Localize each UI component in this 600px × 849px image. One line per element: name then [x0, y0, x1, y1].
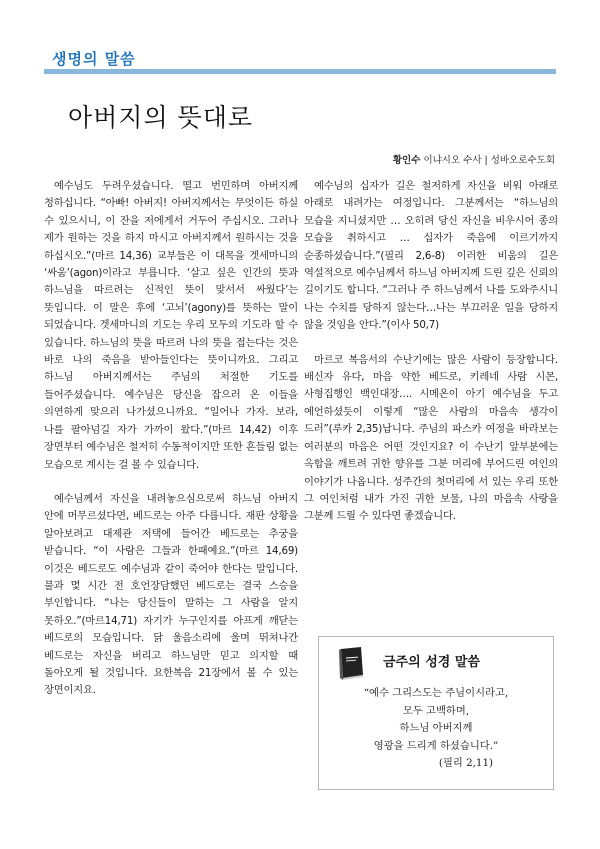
- paragraph: 예수님의 십자가 길은 철저하게 자신을 비워 아래로 아래로 내려가는 여정입니다. 그분께서는 “하느님의 모습을 지니셨지만 … 오히려 당신 자신을 비우시어 종의 모습을 취하시고 … 십자가 죽음에 이르기까지 순종하셨습니다.”(필리 2,6-8) 이러한 비움의 길은 역설적으로 예수님께서 하느님 아버지께 드린 깊은 신뢰의 길이기도 합니다. “그러나 주 하느님께서 나를 도와주시니 나는 수치를 당하지 않는다…나는 부끄러운 일을 당하지 않을 것임을 안다.”(이사 50,7): [304, 180, 558, 332]
- paragraph: 예수님께서 자신을 내려놓으심으로써 하느님 아버지 안에 머무르셨다면, 베드로는 아주 다릅니다. 재판 상황을 알아보려고 대제관 저택에 들어간 베드로는 추궁을 받습니다. “이 사람은 그들과 한패예요.”(마르 14,69) 이것은 베드로도 예수님과 같이 죽어야 한다는 말입니다. 불과 몇 시간 전 호언장담했던 베드로는 결국 스승을 부인합니다. “나는 당신들이 말하는 그 사람을 알지 못하오.”(마르14,71) 자기가 누구인지를 아프게 깨닫는 베드로의 모습입니다. 닭 울음소리에 울며 뛰쳐나간 베드로는 자신을 버리고 하느님만 믿고 의지할 때 돌아오게 될 것입니다. 요한복음 21장에서 볼 수 있는 장면이지요.: [44, 492, 298, 697]
- section-label: 생명의 말씀: [52, 50, 136, 68]
- weekly-verse-box: [318, 636, 554, 790]
- paragraph: 마르코 복음서의 수난기에는 많은 사람이 등장합니다. 배신자 유다, 마음 약한 베드로, 키레네 사람 시몬, 사형집행인 백인대장…. 시메온이 아기 예수님을 두고 예언하셨듯이 이렇게 “많은 사람의 마음속 생각이 드러”(루카 2,35)납니다. 주님의 파스카 여정을 바라보는 여러분의 마음은 어떤 것인지요? 이 수난기 앞부분에는 옥합을 깨트려 귀한 향유를 그분 머리에 부어드린 여인의 이야기가 나옵니다. 성주간의 첫머리에 서 있는 우리 또한 그 여인처럼 내가 가진 귀한 보물, 나의 마음속 사랑을 그분께 드릴 수 있다면 좋겠습니다.: [304, 353, 558, 523]
- verse-line: 하느님 아버지께: [399, 722, 473, 734]
- verse-line: “예수 그리스도는 주님이시라고,: [363, 687, 509, 699]
- verse-reference: (필리 2,11): [438, 757, 494, 769]
- verse-line: 모두 고백하며,: [402, 704, 470, 717]
- verse-text: [319, 685, 553, 773]
- author-affiliation: 이냐시오 수사 | 성바오로수도회: [423, 155, 555, 166]
- bible-icon: [337, 645, 367, 681]
- header-bar: [44, 69, 556, 74]
- author-name: 황인수: [392, 155, 421, 166]
- paragraph: 예수님도 두려우셨습니다. 떨고 번민하며 아버지께 청하십니다. “아빠! 아버지! 아버지께서는 무엇이든 하실 수 있으시니, 이 잔을 저에게서 거두어 주십시오. 그러나 제가 원하는 것을 하지 마시고 아버지께서 원하시는 것을 하십시오.”(마르 14,36) 교부들은 이 대목을 겟세마니의 ‘싸움’(agon)이라고 부릅니다. ‘살고 싶은 인간의 뜻과 하느님을 따르려는 신적인 뜻이 맞서서 싸웠다’는 뜻입니다. 이 말은 후에 ‘고뇌’(agony)를 뜻하는 말이 되었습니다. 겟세마니의 기도는 우리 모두의 기도라 할 수 있습니다. 하느님의 뜻을 따르려 나의 뜻을 접는다는 것은 바로 나의 죽음을 받아들인다는 뜻이니까요. 그리고 하느님 아버지께서는 주님의 처절한 기도를 들어주셨습니다. 예수님은 당신을 잡으러 온 이들을 의연하게 맞으러 나가셨으니까요. “일어나 가자. 보라, 나를 팔아넘길 자가 가까이 왔다.”(마르 14,42) 이후 장면부터 예수님은 철저히 수동적이지만 또한 흔들림 없는 모습으로 계시는 걸 볼 수 있습니다.: [44, 180, 298, 471]
- right-column: [304, 178, 558, 543]
- weekly-verse-title: 금주의 성경 말씀: [383, 655, 480, 670]
- article-title: 아버지의 뜻대로: [68, 103, 253, 132]
- verse-line: 영광을 드리게 하셨습니다.”: [373, 739, 499, 752]
- author-line: [393, 152, 555, 166]
- left-column: [44, 178, 298, 717]
